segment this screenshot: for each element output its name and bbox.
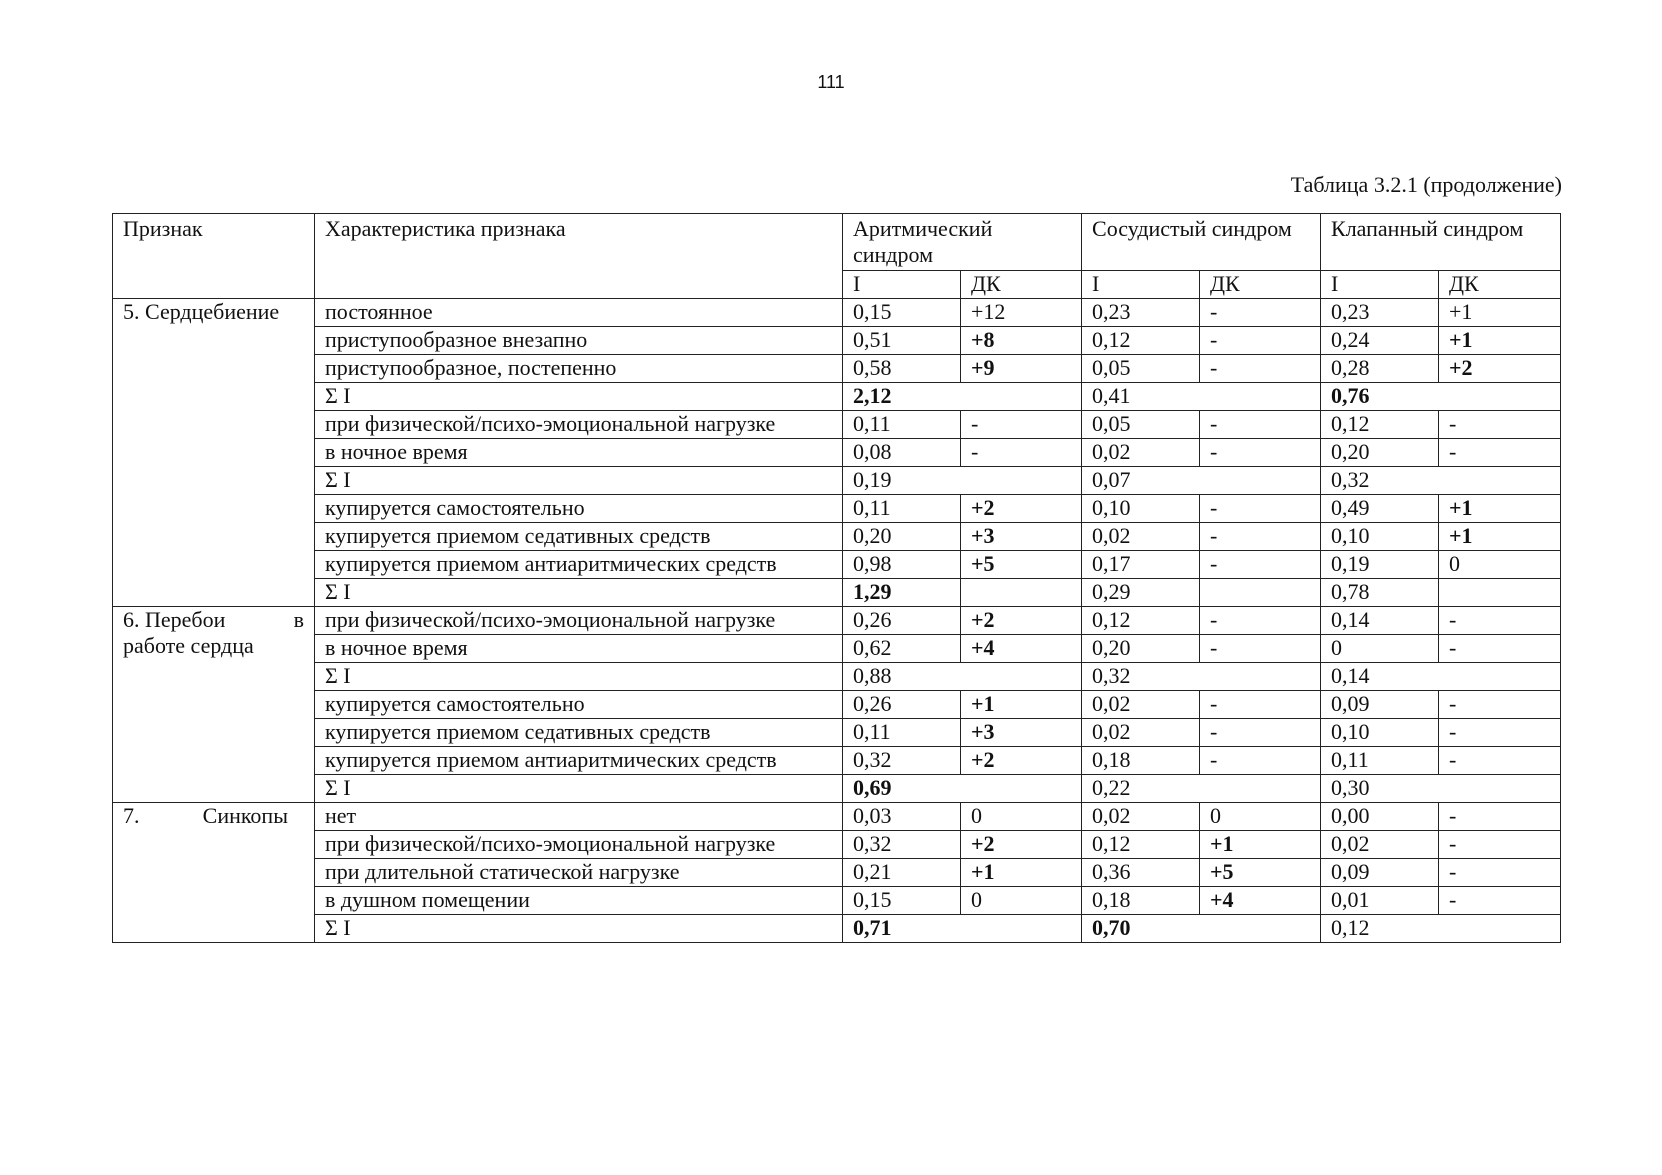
value-cell: 0,36 — [1082, 859, 1200, 887]
characteristic-cell: купируется приемом антиаритмических средств — [315, 551, 843, 579]
characteristic-cell: Σ I — [315, 579, 843, 607]
table-row — [113, 467, 1561, 495]
characteristic-cell: приступообразное внезапно — [315, 327, 843, 355]
value-cell: +1 — [961, 859, 1082, 887]
sum-cell: 0,07 — [1082, 467, 1321, 495]
characteristic-cell: купируется приемом антиаритмических средств — [315, 747, 843, 775]
table-row — [113, 495, 1561, 523]
sign-cell: 5. Сердцебиение — [113, 299, 315, 607]
value-cell: 0 — [1439, 551, 1561, 579]
table-row — [113, 551, 1561, 579]
table-row — [113, 355, 1561, 383]
sum-cell — [1439, 579, 1561, 607]
value-cell: 0,11 — [843, 411, 961, 439]
value-cell: +4 — [961, 635, 1082, 663]
value-cell: +8 — [961, 327, 1082, 355]
characteristic-cell: Σ I — [315, 663, 843, 691]
value-cell: - — [1200, 635, 1321, 663]
sum-cell: 0,69 — [843, 775, 1082, 803]
value-cell: 0,01 — [1321, 887, 1439, 915]
characteristic-cell: Σ I — [315, 915, 843, 943]
characteristic-cell: Σ I — [315, 775, 843, 803]
table-row — [113, 691, 1561, 719]
sum-cell: 1,29 — [843, 579, 961, 607]
value-cell: - — [1439, 691, 1561, 719]
value-cell: 0,08 — [843, 439, 961, 467]
value-cell: - — [1200, 439, 1321, 467]
value-cell: +1 — [1439, 523, 1561, 551]
table-row — [113, 607, 1561, 635]
sum-cell: 0,12 — [1321, 915, 1561, 943]
subheader-cell: I — [843, 271, 961, 299]
value-cell: - — [961, 411, 1082, 439]
value-cell: 0,19 — [1321, 551, 1439, 579]
characteristic-cell: Σ I — [315, 467, 843, 495]
table-row — [113, 859, 1561, 887]
value-cell: 0,10 — [1321, 719, 1439, 747]
value-cell: +4 — [1200, 887, 1321, 915]
table-caption: Таблица 3.2.1 (продолжение) — [1290, 172, 1562, 197]
value-cell: 0,24 — [1321, 327, 1439, 355]
value-cell: - — [1439, 607, 1561, 635]
value-cell: - — [1200, 523, 1321, 551]
value-cell: - — [1439, 887, 1561, 915]
value-cell: +1 — [961, 691, 1082, 719]
data-table — [112, 213, 1561, 943]
value-cell: 0,49 — [1321, 495, 1439, 523]
sum-cell: 0,32 — [1321, 467, 1561, 495]
value-cell: +5 — [1200, 859, 1321, 887]
table-row — [113, 719, 1561, 747]
value-cell: +2 — [961, 495, 1082, 523]
header-sign: Признак — [113, 214, 315, 299]
sum-cell: 0,41 — [1082, 383, 1321, 411]
value-cell: - — [1439, 719, 1561, 747]
table-row — [113, 439, 1561, 467]
characteristic-cell: купируется приемом седативных средств — [315, 719, 843, 747]
table-row — [113, 411, 1561, 439]
table-row — [113, 775, 1561, 803]
characteristic-cell: Σ I — [315, 383, 843, 411]
sign-text: в — [293, 607, 304, 632]
table-row — [113, 747, 1561, 775]
value-cell: +2 — [961, 747, 1082, 775]
sign-cell — [113, 607, 315, 803]
value-cell: 0,11 — [843, 495, 961, 523]
value-cell: 0,05 — [1082, 411, 1200, 439]
value-cell: 0,23 — [1321, 299, 1439, 327]
value-cell: 0 — [961, 887, 1082, 915]
value-cell: - — [1439, 831, 1561, 859]
value-cell: 0,12 — [1082, 607, 1200, 635]
sign-text: 7. — [123, 803, 140, 828]
value-cell: 0,14 — [1321, 607, 1439, 635]
sum-cell: 0,32 — [1082, 663, 1321, 691]
value-cell: 0,00 — [1321, 803, 1439, 831]
value-cell: 0,58 — [843, 355, 961, 383]
table-row — [113, 299, 1561, 327]
value-cell: - — [1200, 607, 1321, 635]
subheader-cell: ДК — [961, 271, 1082, 299]
table-row — [113, 635, 1561, 663]
value-cell: +2 — [1439, 355, 1561, 383]
characteristic-cell: купируется приемом седативных средств — [315, 523, 843, 551]
value-cell: 0 — [961, 803, 1082, 831]
table-row — [113, 663, 1561, 691]
table-row — [113, 887, 1561, 915]
characteristic-cell: купируется самостоятельно — [315, 691, 843, 719]
value-cell: - — [1439, 747, 1561, 775]
value-cell: 0,02 — [1082, 719, 1200, 747]
sum-cell: 0,78 — [1321, 579, 1439, 607]
value-cell: - — [1200, 551, 1321, 579]
sum-cell — [1200, 579, 1321, 607]
value-cell: +2 — [961, 607, 1082, 635]
value-cell: 0,32 — [843, 747, 961, 775]
value-cell: 0,15 — [843, 299, 961, 327]
value-cell: - — [1439, 439, 1561, 467]
sum-cell: 0,71 — [843, 915, 1082, 943]
value-cell: 0,18 — [1082, 747, 1200, 775]
sum-cell: 0,22 — [1082, 775, 1321, 803]
value-cell: 0,03 — [843, 803, 961, 831]
subheader-cell: I — [1321, 271, 1439, 299]
value-cell: 0,12 — [1321, 411, 1439, 439]
characteristic-cell: при физической/психо-эмоциональной нагрузке — [315, 607, 843, 635]
value-cell: +1 — [1439, 299, 1561, 327]
characteristic-cell: при длительной статической нагрузке — [315, 859, 843, 887]
value-cell: - — [1200, 691, 1321, 719]
value-cell: 0,18 — [1082, 887, 1200, 915]
value-cell: 0,02 — [1082, 523, 1200, 551]
characteristic-cell: приступообразное, постепенно — [315, 355, 843, 383]
value-cell: 0,51 — [843, 327, 961, 355]
value-cell: 0,32 — [843, 831, 961, 859]
header-valvular: Клапанный синдром — [1321, 214, 1561, 271]
value-cell: +3 — [961, 719, 1082, 747]
sign-cell — [113, 803, 315, 943]
value-cell: 0,09 — [1321, 691, 1439, 719]
table-row — [113, 579, 1561, 607]
value-cell: - — [1200, 327, 1321, 355]
table-row — [113, 915, 1561, 943]
sum-cell: 0,29 — [1082, 579, 1200, 607]
subheader-cell: I — [1082, 271, 1200, 299]
value-cell: - — [1439, 803, 1561, 831]
value-cell: 0,12 — [1082, 327, 1200, 355]
sum-cell: 0,19 — [843, 467, 1082, 495]
table-row — [113, 327, 1561, 355]
value-cell: 0,20 — [843, 523, 961, 551]
value-cell: - — [1200, 299, 1321, 327]
value-cell: +9 — [961, 355, 1082, 383]
value-cell: - — [1200, 411, 1321, 439]
value-cell: - — [961, 439, 1082, 467]
value-cell: +3 — [961, 523, 1082, 551]
sign-text: работе сердца — [123, 633, 254, 658]
value-cell: +5 — [961, 551, 1082, 579]
sum-cell: 0,30 — [1321, 775, 1561, 803]
sign-text: Синкопы — [202, 803, 288, 828]
characteristic-cell: постоянное — [315, 299, 843, 327]
table-row — [113, 383, 1561, 411]
value-cell: - — [1439, 411, 1561, 439]
sum-cell — [961, 579, 1082, 607]
sum-cell: 2,12 — [843, 383, 1082, 411]
characteristic-cell: при физической/психо-эмоциональной нагрузке — [315, 831, 843, 859]
characteristic-cell: при физической/психо-эмоциональной нагрузке — [315, 411, 843, 439]
header-characteristic: Характеристика признака — [315, 214, 843, 299]
page-number: 111 — [817, 72, 845, 92]
value-cell: 0,09 — [1321, 859, 1439, 887]
sum-cell: 0,70 — [1082, 915, 1321, 943]
value-cell: 0,26 — [843, 607, 961, 635]
value-cell: 0,98 — [843, 551, 961, 579]
value-cell: - — [1200, 495, 1321, 523]
characteristic-cell: в ночное время — [315, 635, 843, 663]
value-cell: 0,20 — [1321, 439, 1439, 467]
value-cell: - — [1200, 747, 1321, 775]
header-vascular: Сосудистый синдром — [1082, 214, 1321, 271]
value-cell: 0 — [1200, 803, 1321, 831]
sum-cell: 0,76 — [1321, 383, 1561, 411]
table-row — [113, 831, 1561, 859]
value-cell: - — [1200, 719, 1321, 747]
table-body — [113, 214, 1561, 943]
value-cell: 0 — [1321, 635, 1439, 663]
value-cell: 0,62 — [843, 635, 961, 663]
subheader-cell: ДК — [1200, 271, 1321, 299]
value-cell: 0,28 — [1321, 355, 1439, 383]
header-arrhythmic: Аритмический синдром — [843, 214, 1082, 271]
value-cell: 0,05 — [1082, 355, 1200, 383]
header-row — [113, 214, 1561, 271]
value-cell: +1 — [1439, 327, 1561, 355]
value-cell: 0,20 — [1082, 635, 1200, 663]
sign-text: 6. Перебои — [123, 607, 226, 632]
table-row — [113, 803, 1561, 831]
value-cell: 0,10 — [1082, 495, 1200, 523]
value-cell: 0,10 — [1321, 523, 1439, 551]
value-cell: 0,26 — [843, 691, 961, 719]
value-cell: 0,17 — [1082, 551, 1200, 579]
sum-cell: 0,14 — [1321, 663, 1561, 691]
value-cell: - — [1200, 355, 1321, 383]
characteristic-cell: в душном помещении — [315, 887, 843, 915]
value-cell: 0,21 — [843, 859, 961, 887]
value-cell: 0,11 — [843, 719, 961, 747]
value-cell: 0,02 — [1082, 691, 1200, 719]
value-cell: 0,11 — [1321, 747, 1439, 775]
value-cell: 0,02 — [1082, 439, 1200, 467]
table-row — [113, 523, 1561, 551]
value-cell: 0,02 — [1082, 803, 1200, 831]
characteristic-cell: в ночное время — [315, 439, 843, 467]
value-cell: 0,15 — [843, 887, 961, 915]
value-cell: +12 — [961, 299, 1082, 327]
value-cell: - — [1439, 859, 1561, 887]
value-cell: 0,02 — [1321, 831, 1439, 859]
subheader-cell: ДК — [1439, 271, 1561, 299]
value-cell: +1 — [1200, 831, 1321, 859]
sum-cell: 0,88 — [843, 663, 1082, 691]
characteristic-cell: купируется самостоятельно — [315, 495, 843, 523]
value-cell: - — [1439, 635, 1561, 663]
characteristic-cell: нет — [315, 803, 843, 831]
value-cell: 0,12 — [1082, 831, 1200, 859]
value-cell: +1 — [1439, 495, 1561, 523]
value-cell: +2 — [961, 831, 1082, 859]
value-cell: 0,23 — [1082, 299, 1200, 327]
